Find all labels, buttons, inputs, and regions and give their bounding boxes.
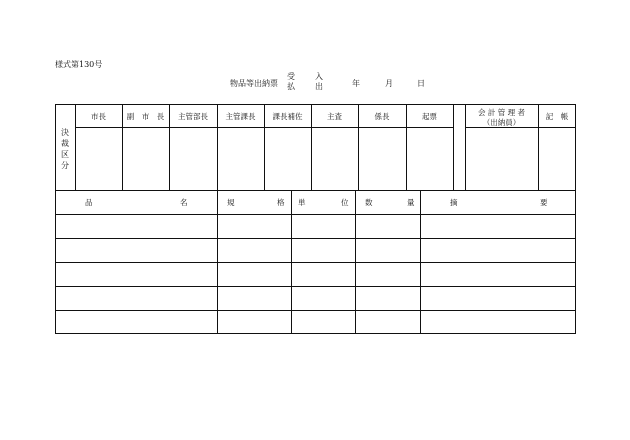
- approval-column-label: 副 市 長: [126, 112, 165, 121]
- items-cell-name[interactable]: [56, 239, 217, 262]
- approval-column-label: 係長: [374, 112, 390, 121]
- items-cell-qty[interactable]: [356, 287, 420, 310]
- pay-label: 払 出: [287, 82, 329, 91]
- items-header-spec-left: 規: [227, 198, 235, 207]
- month-label: 月: [385, 79, 393, 88]
- approval-stamp-box[interactable]: [407, 128, 453, 190]
- approval-gap-left: [453, 104, 454, 190]
- items-header-spec-right: 格: [277, 198, 285, 207]
- items-cell-unit[interactable]: [292, 239, 355, 262]
- items-cell-qty[interactable]: [356, 311, 420, 334]
- items-header-name-right: 名: [180, 198, 188, 207]
- items-cell-name[interactable]: [56, 287, 217, 310]
- day-label: 日: [417, 79, 425, 88]
- items-cell-name[interactable]: [56, 311, 217, 334]
- items-cell-note[interactable]: [421, 239, 576, 262]
- items-cell-unit[interactable]: [292, 215, 355, 238]
- items-header-qty-left: 数: [365, 198, 373, 207]
- items-cell-qty[interactable]: [356, 239, 420, 262]
- approval-column-label: 市長: [91, 112, 106, 121]
- items-cell-name[interactable]: [56, 263, 217, 286]
- year-label: 年: [352, 79, 360, 88]
- items-cell-note[interactable]: [421, 311, 576, 334]
- approval-side-label: 決裁区分: [61, 128, 69, 170]
- record-label: 記 帳: [545, 112, 569, 121]
- items-header-note-right: 要: [540, 198, 548, 207]
- items-cell-qty[interactable]: [356, 215, 420, 238]
- receive-pay-labels: [287, 72, 329, 92]
- approval-stamp-box[interactable]: [170, 128, 217, 190]
- items-cell-note[interactable]: [421, 215, 576, 238]
- approval-column-label: 主管課長: [225, 112, 256, 121]
- approval-column-label: 主査: [327, 112, 342, 121]
- receive-label: 受 入: [287, 72, 329, 81]
- items-header-unit-left: 単: [298, 198, 306, 207]
- items-cell-spec[interactable]: [218, 215, 291, 238]
- items-cell-unit[interactable]: [292, 287, 355, 310]
- approval-stamp-box[interactable]: [265, 128, 311, 190]
- approval-stamp-box[interactable]: [359, 128, 406, 190]
- items-cell-note[interactable]: [421, 287, 576, 310]
- items-cell-spec[interactable]: [218, 311, 291, 334]
- items-cell-name[interactable]: [56, 215, 217, 238]
- accounting-manager-label: 会 計 管 理 者: [477, 108, 526, 117]
- approval-stamp-box[interactable]: [312, 128, 358, 190]
- items-cell-spec[interactable]: [218, 239, 291, 262]
- approval-column-label: 起票: [422, 112, 437, 121]
- approval-bottom-line: [55, 190, 576, 191]
- items-cell-unit[interactable]: [292, 311, 355, 334]
- approval-stamp-box[interactable]: [218, 128, 264, 190]
- items-cell-note[interactable]: [421, 263, 576, 286]
- form-number: 様式第130号: [55, 60, 103, 69]
- items-header-name-left: 品: [85, 198, 93, 207]
- items-cell-unit[interactable]: [292, 263, 355, 286]
- cashier-label: （出納員）: [482, 118, 521, 127]
- approval-stamp-box[interactable]: [76, 128, 122, 190]
- approval-column-label: 主管部長: [178, 112, 208, 121]
- approval-stamp-box[interactable]: [123, 128, 169, 190]
- approval-column-label: 課長補佐: [272, 112, 303, 121]
- form-title: 物品等出納票: [230, 79, 278, 88]
- items-header-qty-right: 量: [407, 198, 415, 207]
- items-header-note-left: 摘: [450, 198, 458, 207]
- items-cell-spec[interactable]: [218, 287, 291, 310]
- items-header-unit-right: 位: [341, 198, 349, 207]
- items-cell-spec[interactable]: [218, 263, 291, 286]
- items-cell-qty[interactable]: [356, 263, 420, 286]
